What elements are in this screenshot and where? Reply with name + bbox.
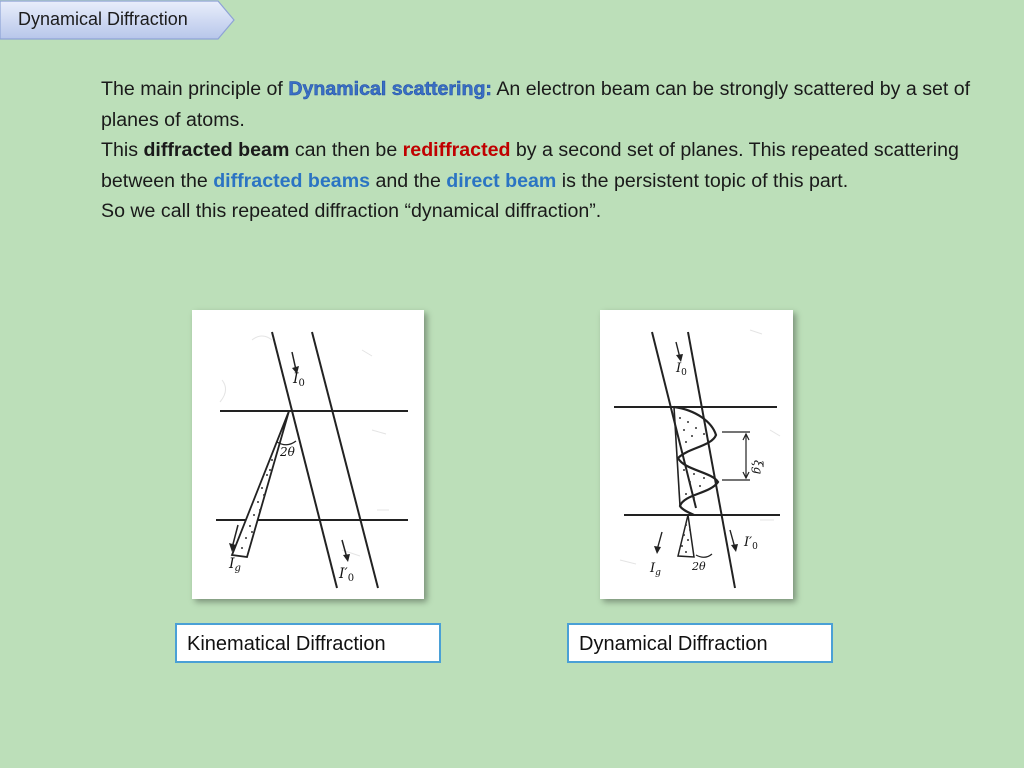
p2-text-5: by a second set of planes. This repeated scattering between the [101,139,959,192]
p2-text-3: can then be [289,139,403,162]
p2-text-7: and the [370,169,447,192]
kinematical-diagram [192,310,424,599]
dynamical-diagram [600,310,793,599]
p2-text-1: This [101,139,144,162]
caption-dynamical: Dynamical Diffraction [567,623,833,663]
label-2theta: 2θ [280,445,295,459]
kinematical-diagram-svg [192,310,424,599]
label-xi-g: ξg [751,460,765,475]
label-ig: $I_g$ [650,561,661,578]
label-i0: $I_0$ [676,361,687,378]
p1-text-1: The main principle of [101,78,289,100]
p2-text-9: is the persistent topic of this part. [556,169,849,192]
body-text [50,74,980,227]
label-i0: $I_0$ [293,371,305,389]
paragraph-1 [50,74,980,135]
label-ig: $I_g$ [229,556,241,574]
dynamical-diagram-svg [600,310,793,599]
tab-title: Dynamical Diffraction [18,9,188,29]
term-dynamical-scattering: Dynamical scattering: [288,78,492,100]
label-i0-prime: $I'_0$ [744,535,758,552]
term-diffracted-beam: diffracted beam [143,139,290,162]
paragraph-3: So we call this repeated diffraction “dynamical diffraction”. [101,200,602,223]
paragraph-2 [50,135,980,196]
term-direct-beam: direct beam [446,169,557,192]
p1-text-3: An electron beam can be strongly scattered by a set of planes of atoms. [101,78,971,131]
term-diffracted-beams: diffracted beams [213,169,371,192]
term-rediffracted: rediffracted [402,139,511,162]
section-tab [0,0,236,40]
label-2theta: 2θ [692,560,706,573]
label-i0-prime: $I'_0$ [339,566,355,584]
caption-kinematical: Kinematical Diffraction [175,623,441,663]
